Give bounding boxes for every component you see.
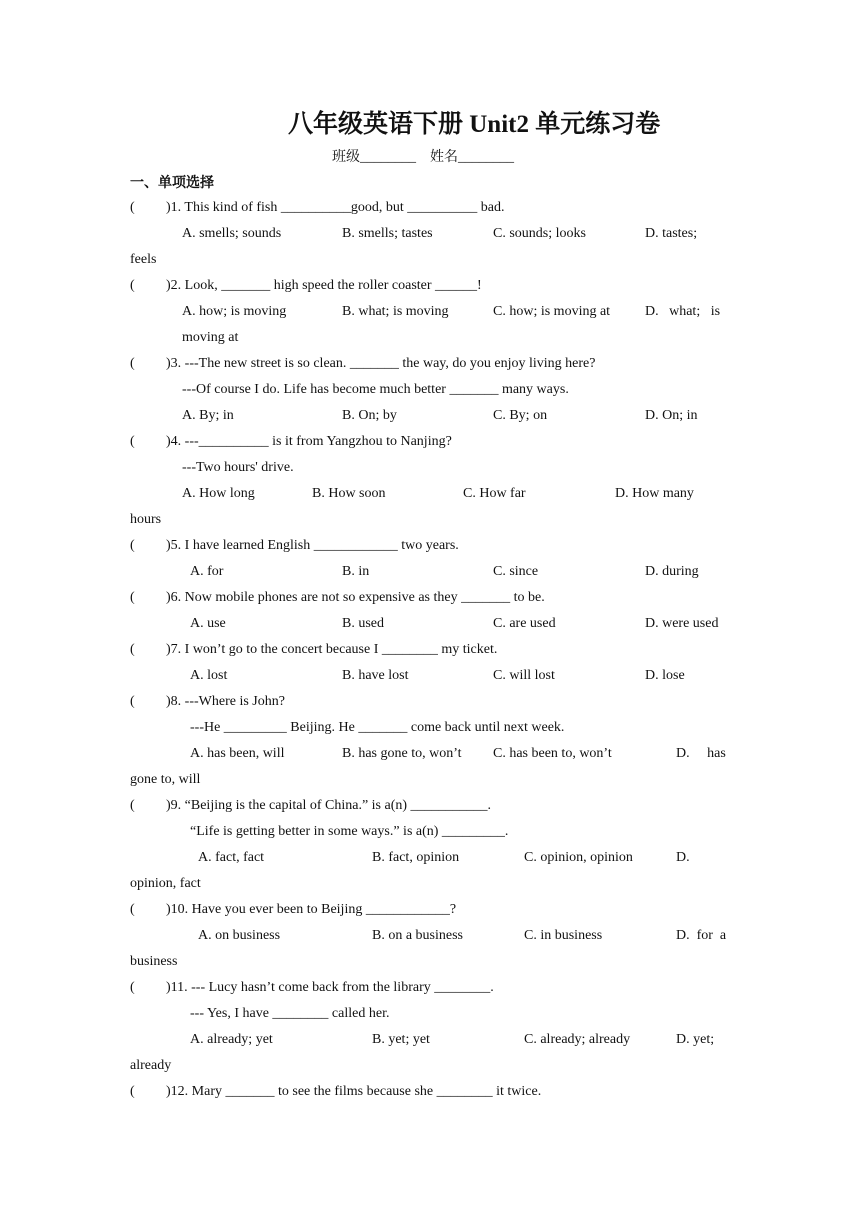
answer-paren: ( (130, 356, 135, 371)
q6-option-d: D. were used (645, 616, 719, 631)
q8-option-c: C. has been to, won’t (493, 746, 612, 761)
q10-option-d: D. for a (676, 928, 727, 943)
question-12: )12. Mary _______ to see the films because she ________ it twice. (166, 1084, 542, 1099)
q9-option-a: A. fact, fact (198, 850, 265, 865)
q8-option-b: B. has gone to, won’t (342, 746, 462, 761)
q10-option-d-wrap: business (130, 954, 178, 969)
q11-option-d: D. yet; (676, 1032, 715, 1047)
q1-option-d-wrap: feels (130, 252, 157, 267)
question-8: )8. ---Where is John? (166, 694, 285, 709)
page-title: 八年级英语下册 Unit2 单元练习卷 (288, 111, 661, 138)
question-10: )10. Have you ever been to Beijing ____________? (166, 902, 457, 917)
q9-option-d-wrap: opinion, fact (130, 876, 201, 891)
q3-option-a: A. By; in (182, 408, 234, 423)
q5-option-d: D. during (645, 564, 699, 579)
q10-option-a: A. on business (198, 928, 281, 943)
answer-paren: ( (130, 200, 135, 215)
q9-option-c: C. opinion, opinion (524, 850, 633, 865)
question-11: )11. --- Lucy hasn’t come back from the library ________. (166, 980, 494, 995)
q8-option-a: A. has been, will (190, 746, 285, 761)
answer-paren: ( (130, 590, 135, 605)
q11-option-c: C. already; already (524, 1032, 631, 1047)
q4-option-a: A. How long (182, 486, 255, 501)
question-4-reply: ---Two hours' drive. (182, 460, 294, 475)
question-7: )7. I won’t go to the concert because I ________ my ticket. (166, 642, 498, 657)
question-6: )6. Now mobile phones are not so expensive as they _______ to be. (166, 590, 545, 605)
q11-option-b: B. yet; yet (372, 1032, 430, 1047)
q4-option-b: B. How soon (312, 486, 386, 501)
q9-option-d: D. (676, 850, 690, 865)
q2-option-d-wrap: moving at (182, 330, 239, 345)
answer-paren: ( (130, 642, 135, 657)
q7-option-b: B. have lost (342, 668, 409, 683)
class-name-line: 班级________ 姓名________ (332, 150, 514, 165)
q5-option-b: B. in (342, 564, 370, 579)
question-8-reply: ---He _________ Beijing. He _______ come back until next week. (190, 720, 565, 735)
question-4: )4. ---__________ is it from Yangzhou to Nanjing? (166, 434, 452, 449)
q1-option-d: D. tastes; (645, 226, 698, 241)
q2-option-a: A. how; is moving (182, 304, 287, 319)
question-11-reply: --- Yes, I have ________ called her. (190, 1006, 390, 1021)
answer-paren: ( (130, 798, 135, 813)
q1-option-b: B. smells; tastes (342, 226, 433, 241)
question-9-second: “Life is getting better in some ways.” is a(n) _________. (190, 824, 509, 839)
question-3: )3. ---The new street is so clean. _______ the way, do you enjoy living here? (166, 356, 596, 371)
q3-option-d: D. On; in (645, 408, 698, 423)
question-5: )5. I have learned English ____________ two years. (166, 538, 459, 553)
q1-option-c: C. sounds; looks (493, 226, 586, 241)
answer-paren: ( (130, 694, 135, 709)
q8-option-d: D. has (676, 746, 726, 761)
question-3-reply: ---Of course I do. Life has become much better _______ many ways. (182, 382, 569, 397)
question-9: )9. “Beijing is the capital of China.” is a(n) ___________. (166, 798, 492, 813)
answer-paren: ( (130, 980, 135, 995)
q3-option-c: C. By; on (493, 408, 548, 423)
q7-option-a: A. lost (190, 668, 228, 683)
q1-option-a: A. smells; sounds (182, 226, 282, 241)
answer-paren: ( (130, 1084, 135, 1099)
q6-option-a: A. use (190, 616, 226, 631)
answer-paren: ( (130, 538, 135, 553)
answer-paren: ( (130, 278, 135, 293)
q2-option-b: B. what; is moving (342, 304, 449, 319)
answer-paren: ( (130, 902, 135, 917)
answer-paren: ( (130, 434, 135, 449)
q5-option-a: A. for (190, 564, 224, 579)
q7-option-c: C. will lost (493, 668, 555, 683)
q4-option-d-wrap: hours (130, 512, 162, 527)
question-2: )2. Look, _______ high speed the roller coaster ______! (166, 278, 482, 293)
q6-option-c: C. are used (493, 616, 556, 631)
q10-option-c: C. in business (524, 928, 603, 943)
q2-option-c: C. how; is moving at (493, 304, 611, 319)
section-heading: 一、单项选择 (130, 175, 214, 191)
q4-option-c: C. How far (463, 486, 526, 501)
q6-option-b: B. used (342, 616, 384, 631)
q11-option-a: A. already; yet (190, 1032, 273, 1047)
q8-option-d-wrap: gone to, will (130, 772, 201, 787)
q4-option-d: D. How many (615, 486, 694, 501)
q2-option-d: D. what; is (645, 304, 721, 319)
q5-option-c: C. since (493, 564, 539, 579)
q10-option-b: B. on a business (372, 928, 463, 943)
q3-option-b: B. On; by (342, 408, 397, 423)
q11-option-d-wrap: already (130, 1058, 172, 1073)
question-1: )1. This kind of fish __________good, but __________ bad. (166, 200, 505, 215)
q9-option-b: B. fact, opinion (372, 850, 460, 865)
q7-option-d: D. lose (645, 668, 685, 683)
